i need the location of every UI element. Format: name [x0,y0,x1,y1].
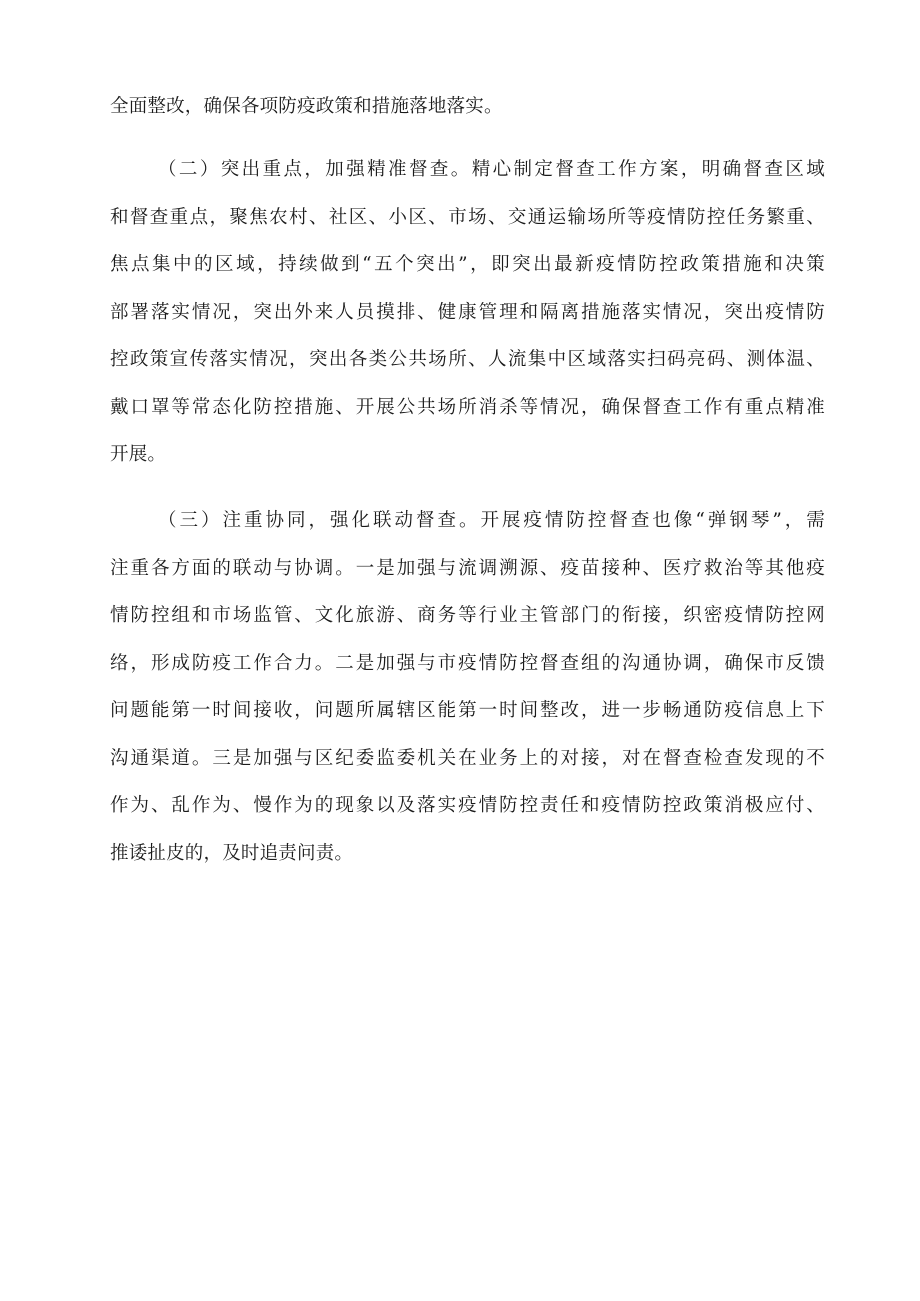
paragraph-2-line-3: 焦点集中的区域，持续做到“五个突出”，即突出最新疫情防控政策措施和决策 [110,254,825,275]
paragraph-2-line-5: 控政策宣传落实情况，突出各类公共场所、人流集中区域落实扫码亮码、测体温、 [110,349,825,370]
paragraph-3-line-6: 沟通渠道。三是加强与区纪委监委机关在业务上的对接，对在督查检查发现的不 [110,747,825,769]
paragraph-1-line-1: 全面整改，确保各项防疫政策和措施落地落实。 [110,96,503,117]
paragraph-3-line-2: 注重各方面的联动与协调。一是加强与流调溯源、疫苗接种、医疗救治等其他疫 [110,557,825,579]
paragraph-3-line-4: 络，形成防疫工作合力。二是加强与市疫情防控督查组的沟通协调，确保市反馈 [110,652,825,674]
paragraph-2-line-2: 和督查重点，聚焦农村、社区、小区、市场、交通运输场所等疫情防控任务繁重、 [110,206,825,228]
paragraph-2-line-7: 开展。 [110,444,167,465]
paragraph-3-line-7: 作为、乱作为、慢作为的现象以及落实疫情防控责任和疫情防控政策消极应付、 [110,795,825,816]
paragraph-1 [110,97,825,145]
paragraph-2 [110,160,825,493]
paragraph-2-line-1: （二）突出重点，加强精准督查。精心制定督查工作方案，明确督查区域 [158,159,825,180]
paragraph-3-line-1: （三）注重协同，强化联动督查。开展疫情防控督查也像“弹钢琴”，需 [158,510,825,531]
paragraph-3-line-8: 推诿扯皮的，及时追责问责。 [110,842,354,864]
paragraph-2-line-4: 部署落实情况，突出外来人员摸排、健康管理和隔离措施落实情况，突出疫情防 [110,301,825,323]
paragraph-2-line-6: 戴口罩等常态化防控措施、开展公共场所消杀等情况，确保督查工作有重点精准 [110,396,825,418]
paragraph-3 [110,511,825,891]
paragraph-3-line-5: 问题能第一时间接收，问题所属辖区能第一时间整改，进一步畅通防疫信息上下 [110,700,825,721]
paragraph-3-line-3: 情防控组和市场监管、文化旅游、商务等行业主管部门的衔接，织密疫情防控网 [110,605,825,626]
